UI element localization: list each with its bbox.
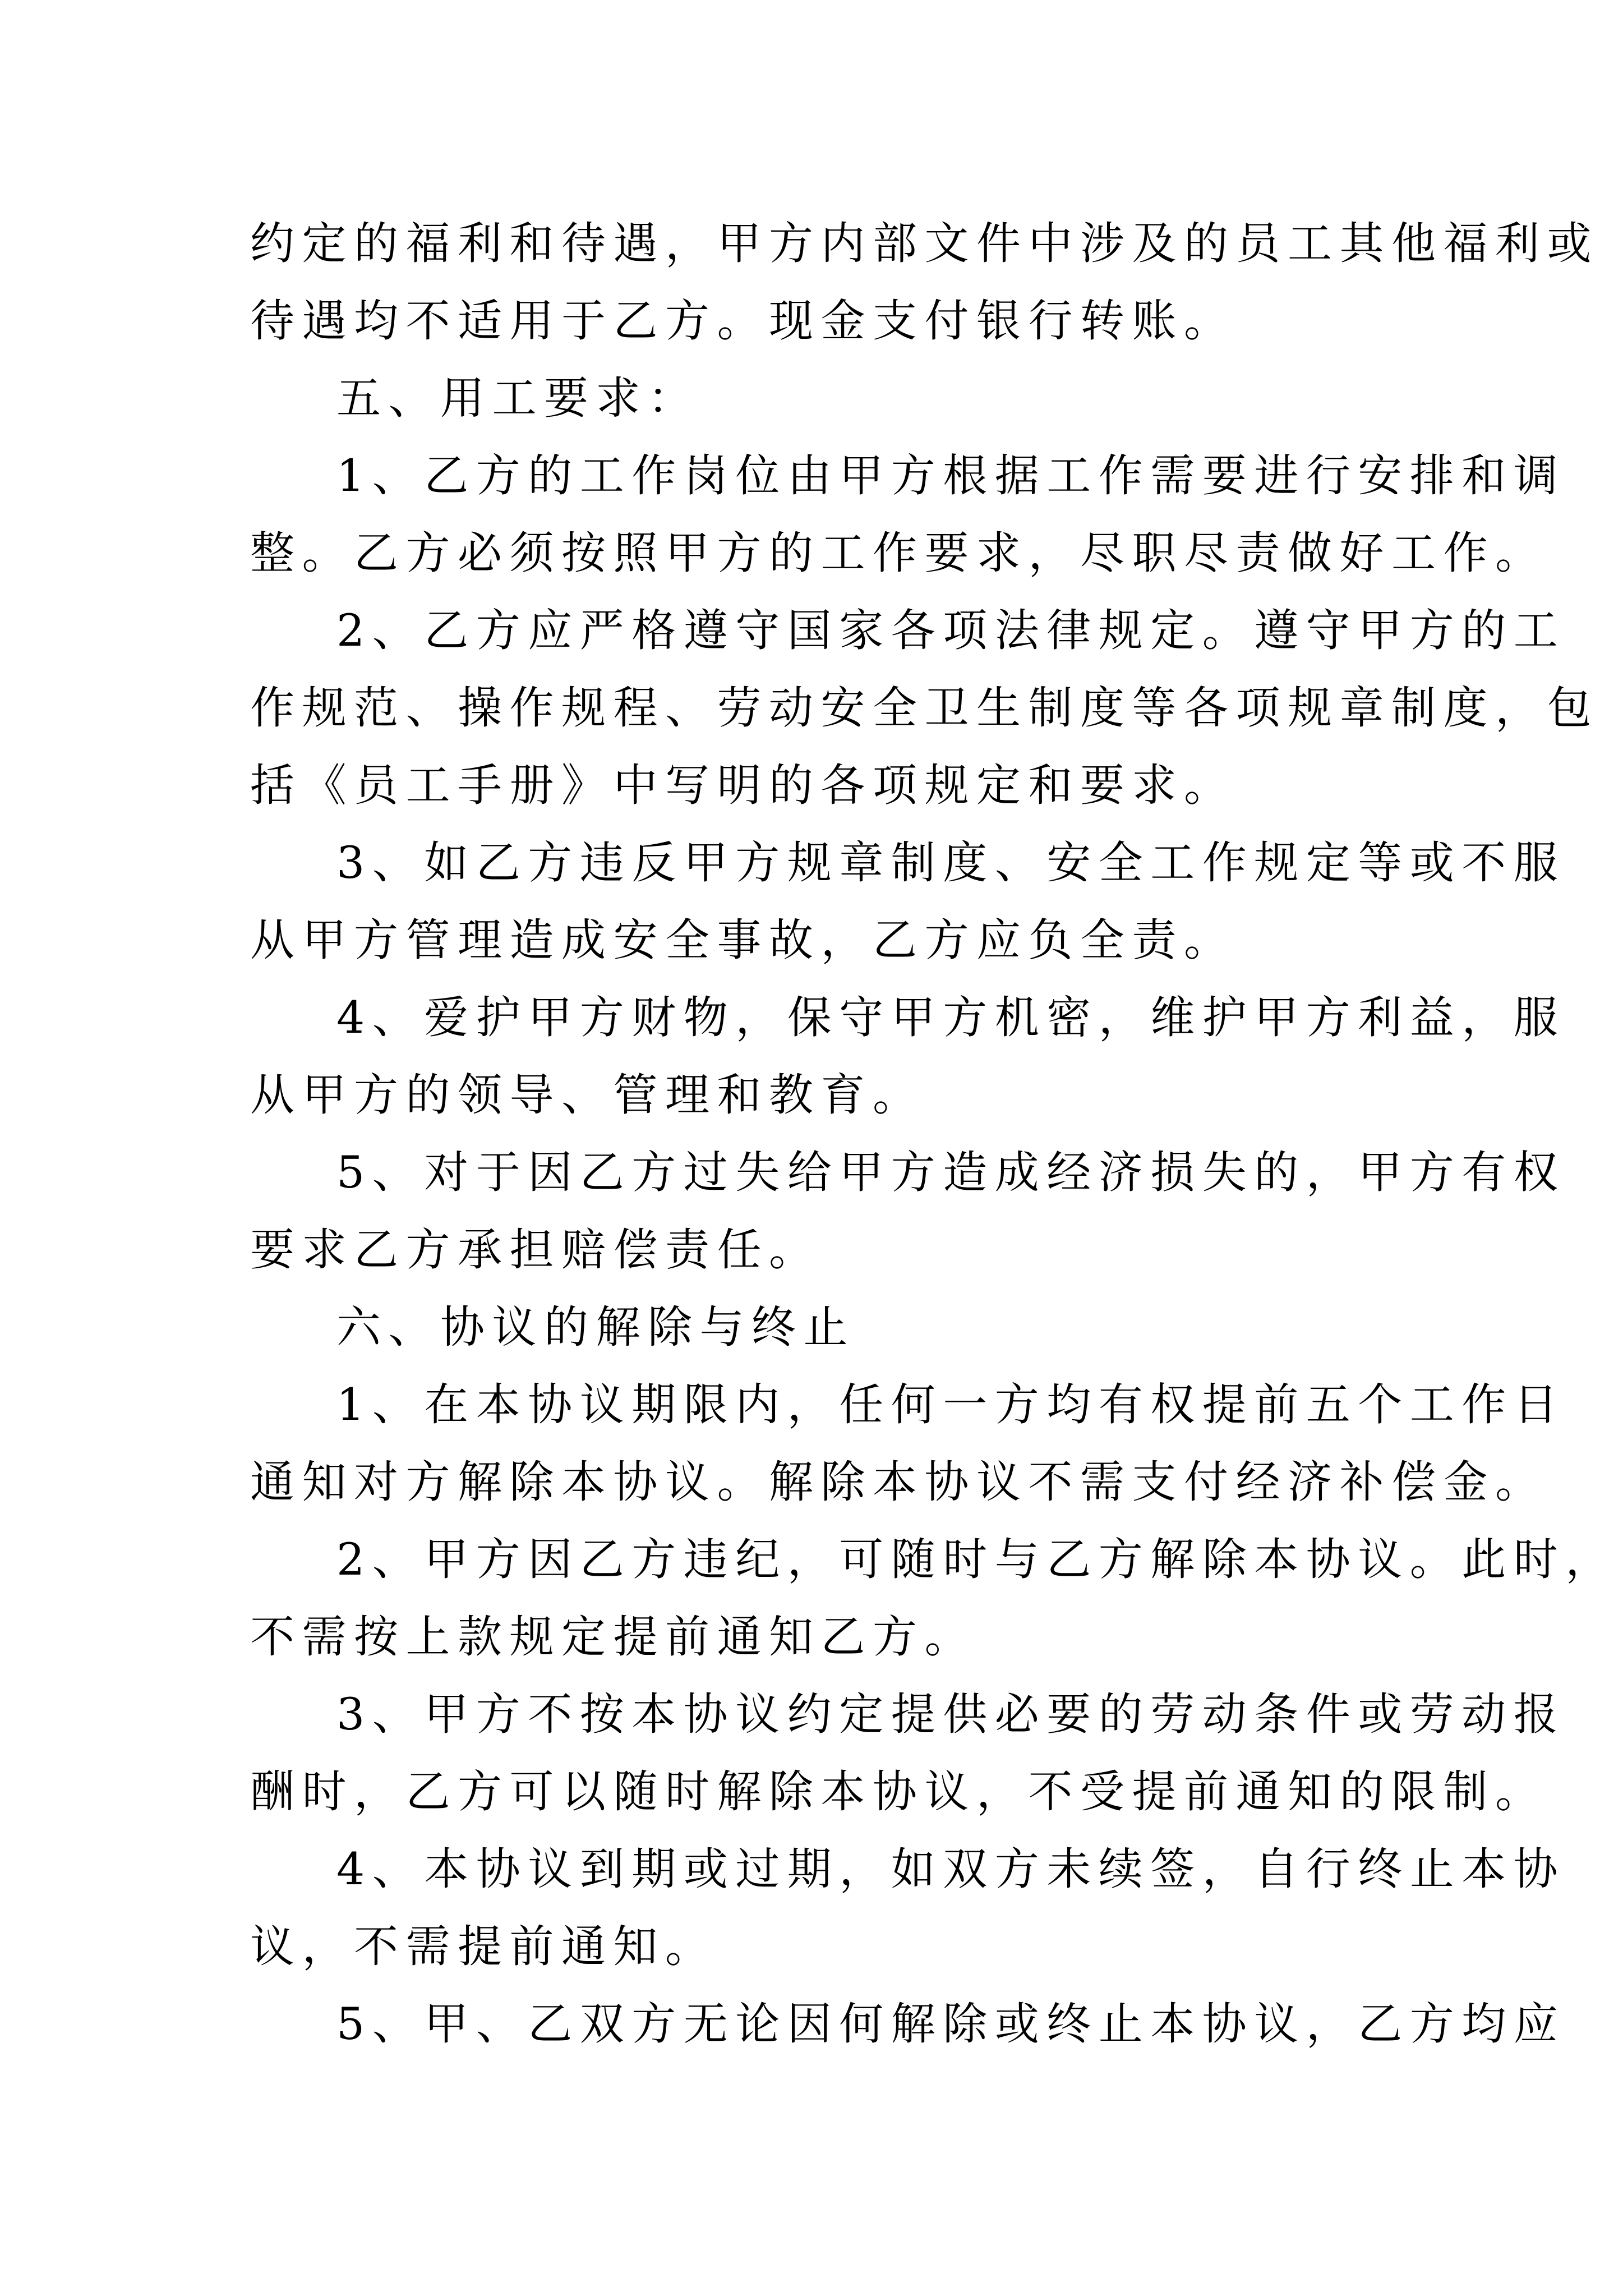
text-line: 酬时，乙方可以随时解除本协议，不受提前通知的限制。 xyxy=(250,1766,1547,1818)
section-heading: 六、协议的解除与终止 xyxy=(336,1301,855,1353)
text-line: 括《员工手册》中写明的各项规定和要求。 xyxy=(250,760,1236,811)
text-line: 2、乙方应严格遵守国家各项法律规定。遵守甲方的工 xyxy=(336,605,1566,656)
text-line: 待遇均不适用于乙方。现金支付银行转账。 xyxy=(250,295,1236,347)
text-line: 从甲方的领导、管理和教育。 xyxy=(250,1069,925,1121)
text-line: 整。乙方必须按照甲方的工作要求，尽职尽责做好工作。 xyxy=(250,527,1547,579)
text-line: 作规范、操作规程、劳动安全卫生制度等各项规章制度，包 xyxy=(250,682,1599,734)
text-line: 约定的福利和待遇，甲方内部文件中涉及的员工其他福利或 xyxy=(250,218,1599,269)
text-line: 4、爱护甲方财物，保守甲方机密，维护甲方利益，服 xyxy=(336,992,1566,1043)
text-line: 不需按上款规定提前通知乙方。 xyxy=(250,1611,976,1663)
text-line: 1、乙方的工作岗位由甲方根据工作需要进行安排和调 xyxy=(336,450,1566,501)
text-line: 1、在本协议期限内，任何一方均有权提前五个工作日 xyxy=(336,1379,1566,1430)
text-line: 3、甲方不按本协议约定提供必要的劳动条件或劳动报 xyxy=(336,1688,1566,1740)
text-line: 2、甲方因乙方违纪，可随时与乙方解除本协议。此时， xyxy=(336,1534,1617,1585)
text-line: 要求乙方承担赔偿责任。 xyxy=(250,1224,821,1276)
text-line: 5、甲、乙双方无论因何解除或终止本协议，乙方均应 xyxy=(336,1998,1566,2050)
text-line: 4、本协议到期或过期，如双方未续签，自行终止本协 xyxy=(336,1843,1566,1895)
text-line: 3、如乙方违反甲方规章制度、安全工作规定等或不服 xyxy=(336,837,1566,889)
text-line: 议，不需提前通知。 xyxy=(250,1921,717,1972)
section-heading: 五、用工要求： xyxy=(336,372,700,424)
text-line: 从甲方管理造成安全事故，乙方应负全责。 xyxy=(250,914,1236,966)
text-line: 5、对于因乙方过失给甲方造成经济损失的，甲方有权 xyxy=(336,1147,1566,1198)
text-line: 通知对方解除本协议。解除本协议不需支付经济补偿金。 xyxy=(250,1456,1547,1508)
document-body xyxy=(250,205,1617,2063)
